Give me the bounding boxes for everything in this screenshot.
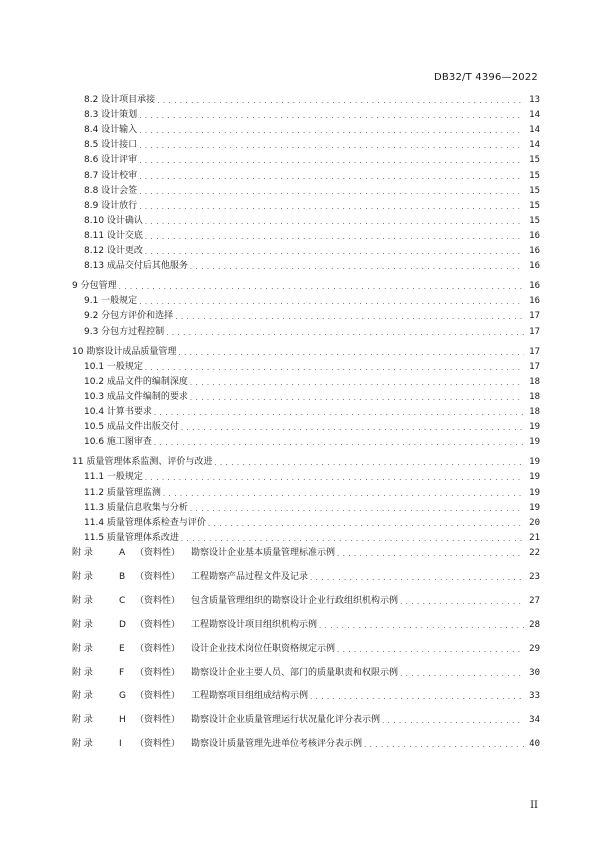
leader-dots: [139, 200, 524, 212]
toc-entry-page: 20: [529, 517, 540, 528]
toc-section-entry[interactable]: [84, 198, 540, 212]
appendix-label-group: [72, 619, 319, 631]
toc-entry-page: 19: [529, 472, 540, 483]
toc-entry-page: 18: [529, 376, 540, 387]
toc-entry-page: 19: [529, 487, 540, 498]
toc-entry-page: 28: [529, 619, 540, 630]
toc-appendix-entry[interactable]: [72, 545, 540, 559]
page-number: II: [530, 800, 538, 811]
toc-entry-page: 17: [529, 346, 540, 357]
toc-entry-page: 23: [529, 571, 540, 582]
toc-section-entry[interactable]: [84, 324, 540, 338]
leader-dots: [190, 391, 524, 403]
toc-entry-label: 10.3 成品文件编制的要求: [84, 391, 188, 402]
toc-entry-page: 19: [529, 422, 540, 433]
toc-section-entry[interactable]: [84, 107, 540, 121]
toc-entry-label: 9 分包管理: [72, 281, 117, 292]
toc-entry-label: 9.1 一般规定: [84, 296, 138, 307]
leader-dots: [139, 124, 524, 136]
appendix-title: 工程勘察项目组组成结构示例: [191, 691, 309, 702]
leader-dots: [163, 487, 524, 499]
toc-entry-page: 29: [529, 643, 540, 654]
leader-dots: [139, 295, 524, 307]
toc-entry-page: 14: [529, 140, 540, 151]
toc-section-entry[interactable]: [84, 183, 540, 197]
leader-dots: [400, 595, 524, 607]
toc-section-entry[interactable]: [84, 168, 540, 182]
appendix-type: （资料性）: [135, 739, 181, 750]
leader-dots: [145, 471, 524, 483]
toc-section-entry[interactable]: [84, 213, 540, 227]
toc-section-entry[interactable]: [84, 293, 540, 307]
leader-dots: [178, 346, 524, 358]
appendix-type: （资料性）: [135, 548, 181, 558]
leader-dots: [319, 619, 524, 631]
appendix-title: 设计企业技术岗位任职资格规定示例: [191, 643, 336, 654]
toc-entry-page: 14: [529, 110, 540, 121]
toc-section-entry[interactable]: [84, 500, 540, 514]
toc-entry-label: 10.4 计算书要求: [84, 407, 152, 417]
appendix-label-group: [72, 571, 310, 583]
appendix-title: 勘察设计企业质量管理运行状况量化评分表示例: [191, 715, 381, 726]
leader-dots: [145, 245, 524, 257]
leader-dots: [154, 406, 524, 418]
toc-entry-page: 40: [529, 739, 540, 750]
toc-section-entry[interactable]: [84, 389, 540, 403]
toc-entry-page: 16: [529, 246, 540, 256]
appendix-title: 勘察设计质量管理先进单位考核评分表示例: [191, 739, 363, 750]
toc-section-entry[interactable]: [84, 308, 540, 322]
appendix-prefix: 附 录: [72, 571, 93, 582]
toc-entry-page: 17: [529, 361, 540, 372]
toc-entry-page: 15: [529, 215, 540, 226]
toc-appendix-entry[interactable]: [72, 665, 540, 679]
leader-dots: [166, 326, 524, 338]
toc-entry-label: 10 勘察设计成品质量管理: [72, 346, 177, 357]
toc-entry-page: 16: [529, 230, 540, 241]
appendix-prefix: 附 录: [72, 715, 93, 726]
appendix-prefix: 附 录: [72, 548, 93, 558]
appendix-label-group: [72, 714, 382, 726]
toc-section-entry[interactable]: [84, 434, 540, 448]
toc-entry-page: 16: [529, 296, 540, 307]
toc-section-entry[interactable]: [84, 374, 540, 388]
toc-entry-page: 14: [529, 125, 540, 136]
toc-entry-page: 17: [529, 311, 540, 322]
toc-entry-label: 10.6 施工图审查: [84, 437, 152, 448]
toc-entry-page: 18: [529, 407, 540, 417]
appendix-type: （资料性）: [135, 619, 181, 630]
appendix-title: 包含质量管理组织的勘察设计企业行政组织机构示例: [191, 595, 399, 606]
appendix-label-group: [72, 738, 364, 750]
toc-entry-label: 8.2 设计项目承接: [84, 95, 156, 105]
toc-section-entry[interactable]: [84, 485, 540, 499]
leader-dots: [190, 502, 524, 514]
toc-section-entry[interactable]: [84, 228, 540, 242]
toc-section-entry[interactable]: [84, 515, 540, 529]
toc-section-entry[interactable]: [84, 258, 540, 272]
toc-entry-page: 17: [529, 326, 540, 337]
appendix-prefix: 附 录: [72, 643, 93, 654]
toc-section-entry[interactable]: [84, 243, 540, 257]
appendix-type: （资料性）: [135, 715, 181, 726]
leader-dots: [181, 532, 524, 544]
toc-entry-label: 8.12 设计更改: [84, 246, 143, 256]
appendix-title: 工程勘察设计项目组织机构示例: [191, 619, 318, 630]
leader-dots: [208, 517, 524, 529]
leader-dots: [337, 547, 524, 559]
leader-dots: [157, 94, 524, 106]
toc-entry-label: 11 质量管理体系监测、评价与改进: [72, 457, 213, 468]
toc-entry-page: 15: [529, 170, 540, 181]
toc-entry-page: 19: [529, 437, 540, 448]
leader-dots: [139, 139, 524, 151]
toc-entry-page: 22: [529, 548, 540, 558]
toc-entry-label: 10.1 一般规定: [84, 361, 143, 372]
appendix-letter: B: [119, 571, 126, 582]
toc-entry-page: 27: [529, 595, 540, 606]
toc-entry-page: 15: [529, 200, 540, 211]
appendix-title: 勘察设计企业基本质量管理标准示例: [191, 548, 336, 558]
leader-dots: [337, 643, 524, 655]
appendix-letter: E: [119, 643, 125, 654]
appendix-letter: H: [119, 715, 126, 726]
toc-entry-label: 8.4 设计输入: [84, 125, 138, 136]
toc-section-entry[interactable]: [84, 530, 540, 544]
appendix-prefix: 附 录: [72, 739, 93, 750]
appendix-label-group: [72, 667, 400, 679]
appendix-letter: C: [119, 595, 126, 606]
toc-entry-label: 8.9 设计放行: [84, 200, 138, 211]
toc-section-entry[interactable]: [84, 359, 540, 373]
toc-entry-page: 15: [529, 155, 540, 166]
toc-appendix-entry[interactable]: [72, 712, 540, 726]
appendix-label-group: [72, 595, 400, 607]
leader-dots: [145, 230, 524, 242]
toc-entry-label: 8.3 设计策划: [84, 110, 138, 121]
appendix-type: （资料性）: [135, 691, 181, 702]
leader-dots: [181, 421, 524, 433]
appendix-letter: A: [119, 548, 126, 558]
toc-section-entry[interactable]: [84, 419, 540, 433]
toc-chapter-entry[interactable]: [72, 278, 540, 292]
appendix-type: （资料性）: [135, 667, 181, 678]
toc-entry-label: 8.6 设计评审: [84, 155, 138, 166]
appendix-type: （资料性）: [135, 643, 181, 654]
leader-dots: [190, 376, 524, 388]
leader-dots: [139, 185, 524, 197]
toc-entry-label: 11.4 质量管理体系检查与评价: [84, 517, 206, 528]
toc-entry-page: 19: [529, 502, 540, 513]
toc-section-entry[interactable]: [84, 469, 540, 483]
appendix-label-group: [72, 643, 337, 655]
toc-appendix-entry[interactable]: [72, 736, 540, 750]
appendix-letter: D: [119, 619, 126, 630]
leader-dots: [154, 436, 524, 448]
toc-entry-label: 8.5 设计接口: [84, 140, 138, 151]
appendix-label-group: [72, 547, 337, 559]
toc-appendix-entry[interactable]: [72, 617, 540, 631]
toc-entry-label: 8.13 成品交付后其他服务: [84, 261, 188, 272]
appendix-letter: G: [119, 691, 126, 702]
leader-dots: [139, 109, 524, 121]
toc-entry-label: 11.1 一般规定: [84, 472, 143, 483]
leader-dots: [139, 154, 524, 166]
leader-dots: [310, 690, 524, 702]
toc-chapter-entry[interactable]: [72, 454, 540, 468]
toc-entry-label: 8.7 设计校审: [84, 170, 138, 181]
appendix-title: 工程勘察产品过程文件及记录: [191, 571, 309, 582]
leader-dots: [145, 215, 524, 227]
toc-entry-label: 11.5 质量管理体系改进: [84, 532, 179, 543]
appendix-prefix: 附 录: [72, 595, 93, 606]
toc-entry-label: 9.3 分包方过程控制: [84, 326, 165, 337]
leader-dots: [175, 310, 524, 322]
toc-entry-page: 19: [529, 457, 540, 468]
toc-appendix-entry[interactable]: [72, 569, 540, 583]
leader-dots: [119, 280, 524, 292]
toc-entry-page: 34: [529, 715, 540, 726]
toc-entry-label: 11.2 质量管理监测: [84, 487, 161, 498]
toc-entry-page: 33: [529, 691, 540, 702]
leader-dots: [310, 571, 524, 583]
appendix-prefix: 附 录: [72, 619, 93, 630]
leader-dots: [382, 714, 524, 726]
standard-number: DB32/T 4396—2022: [433, 72, 538, 83]
toc-entry-page: 13: [529, 95, 540, 105]
toc-entry-page: 15: [529, 185, 540, 196]
appendix-prefix: 附 录: [72, 667, 93, 678]
appendix-type: （资料性）: [135, 595, 181, 606]
toc-entry-label: 10.5 成品文件出版交付: [84, 422, 179, 433]
toc-appendix-entry[interactable]: [72, 641, 540, 655]
leader-dots: [139, 170, 524, 182]
appendix-letter: I: [119, 739, 122, 750]
toc-entry-label: 8.11 设计交底: [84, 230, 143, 241]
leader-dots: [364, 738, 524, 750]
toc-entry-page: 16: [529, 261, 540, 272]
leader-dots: [400, 667, 524, 679]
toc-entry-label: 9.2 分包方评价和选择: [84, 311, 174, 322]
toc-entry-page: 21: [529, 532, 540, 543]
leader-dots: [190, 260, 524, 272]
toc-entry-label: 11.3 质量信息收集与分析: [84, 502, 188, 513]
toc-entry-page: 16: [529, 281, 540, 292]
toc-chapter-entry[interactable]: [72, 344, 540, 358]
toc-appendix-entry[interactable]: [72, 688, 540, 702]
toc-entry-label: 10.2 成品文件的编制深度: [84, 376, 188, 387]
toc-section-entry[interactable]: [84, 152, 540, 166]
toc-appendix-entry[interactable]: [72, 593, 540, 607]
appendix-type: （资料性）: [135, 571, 181, 582]
appendix-title: 勘察设计企业主要人员、部门的质量职责和权限示例: [191, 667, 399, 678]
toc-section-entry[interactable]: [84, 404, 540, 418]
toc-entry-page: 30: [529, 667, 540, 678]
toc-entry-label: 8.8 设计会签: [84, 185, 138, 196]
appendix-label-group: [72, 690, 310, 702]
toc-section-entry[interactable]: [84, 122, 540, 136]
leader-dots: [214, 456, 524, 468]
toc-section-entry[interactable]: [84, 92, 540, 106]
leader-dots: [145, 361, 524, 373]
appendix-letter: F: [119, 667, 125, 678]
toc-section-entry[interactable]: [84, 137, 540, 151]
toc-entry-label: 8.10 设计确认: [84, 215, 143, 226]
toc-entry-page: 18: [529, 391, 540, 402]
appendix-prefix: 附 录: [72, 691, 93, 702]
